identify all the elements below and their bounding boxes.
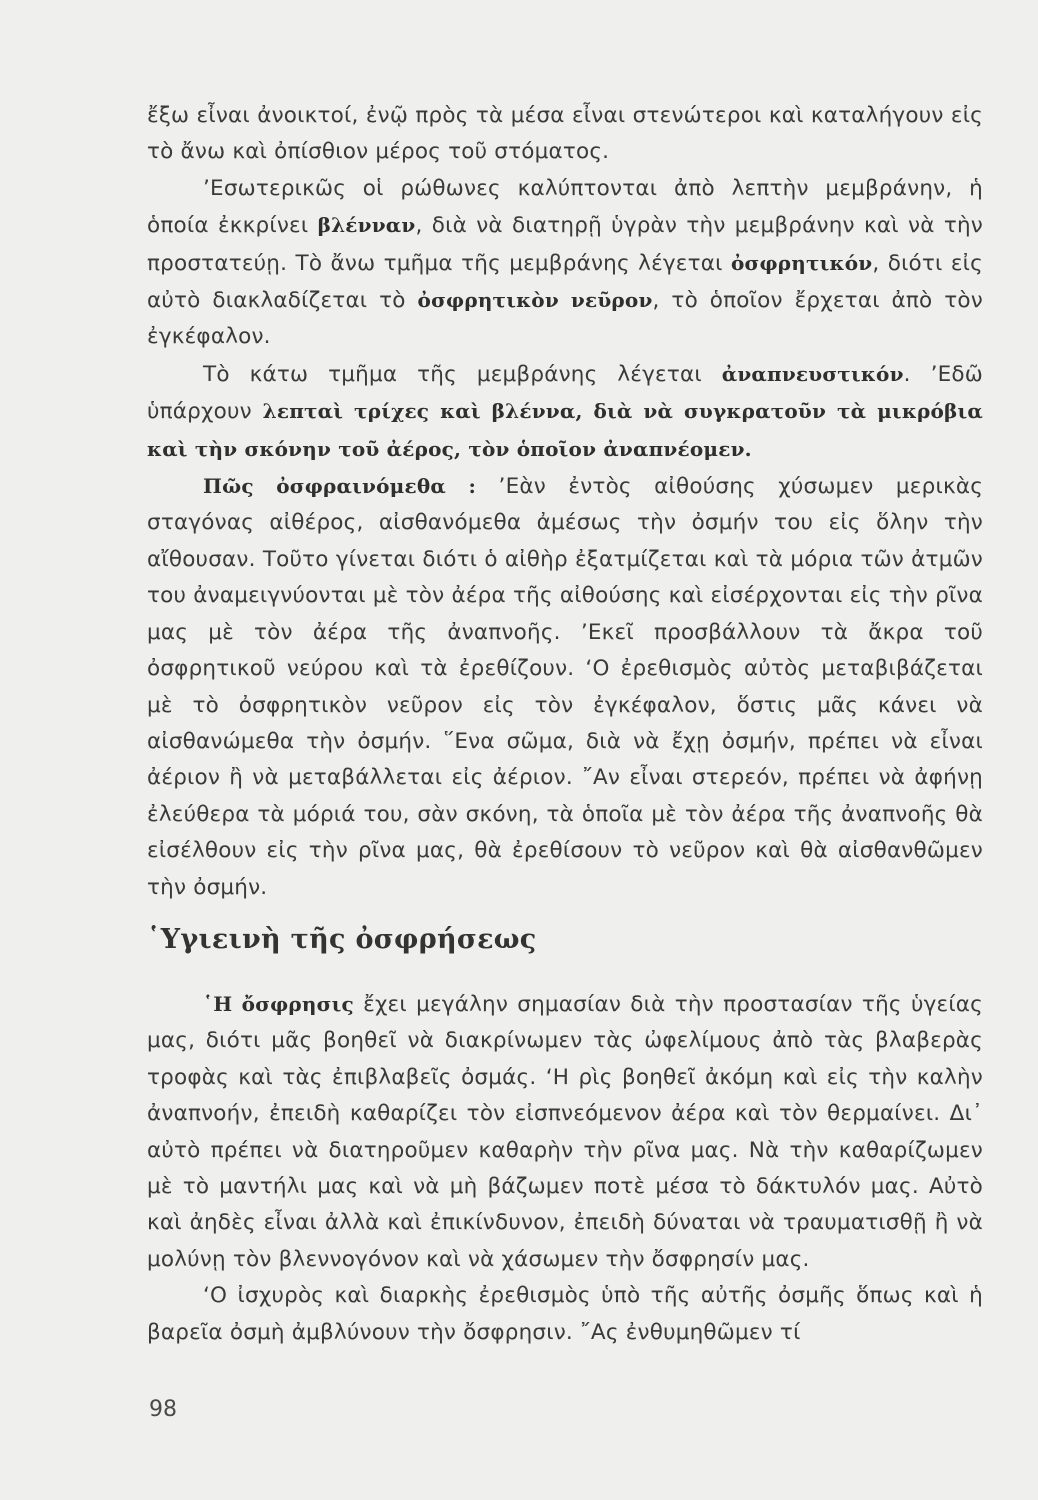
text-run: , διὰ νὰ διατηρῇ ὑγρὰν τὴν μεμβράνην καὶ νὰ τὴν προστατεύῃ. Τὸ ἄνω τμῆμα τῆς μεμβράνης λέγεται	[147, 213, 983, 276]
text-run: ‘Ο ἰσχυρὸς καὶ διαρκὴς ἐρεθισμὸς ὑπὸ τῆς αὐτῆς ὀσμῆς ὅπως καὶ ἡ βαρεῖα ὀσμὴ ἀμβλύνουν τὴν ὄσφρησιν. ῎Ας ἐνθυμηθῶμεν τί	[147, 1283, 983, 1345]
paragraph	[147, 986, 983, 1278]
text-run: , τὸ ὁποῖον ἔρχεται ἀπὸ τὸν ἐγκέφαλον.	[147, 288, 983, 350]
bold-term: ἀναπνευστικόν	[721, 361, 904, 386]
bold-term: βλένναν	[317, 213, 416, 238]
text-run: , διότι εἰς αὐτὸ διακλαδίζεται τὸ	[147, 250, 983, 314]
bold-term: ὀσφρητικὸν νεῦρον	[417, 288, 653, 313]
text-run: ἔξω εἶναι ἀνοικτοί, ἐνῷ πρὸς τὰ μέσα εἶναι στενώτεροι καὶ καταλήγουν εἰς τὸ ἄνω καὶ ὀπίσθιον μέρος τοῦ στόματος.	[147, 103, 983, 165]
text-run: Τὸ κάτω τμῆμα τῆς μεμβράνης λέγεται	[203, 361, 722, 387]
section-heading: ῾Υγιεινὴ τῆς ὀσφρήσεως	[147, 924, 537, 955]
paragraph	[147, 356, 983, 468]
text-run: ’Εσωτερικῶς οἱ ρώθωνες καλύπτονται ἀπὸ λεπτὴν μεμβράνην, ἡ ὁποία ἐκκρίνει	[147, 175, 983, 239]
bold-term: ῾Η ὄσφρησις	[203, 992, 354, 1016]
body-text-bottom	[147, 986, 983, 1351]
paragraph	[147, 468, 983, 906]
page-number: 98	[149, 1397, 177, 1422]
paragraph	[147, 171, 983, 356]
text-run: ἔχει μεγάλην σημασίαν διὰ τὴν προστασίαν τῆς ὑγείας μας, διότι μᾶς βοηθεῖ νὰ διακρίνωμεν τὰς ὠφελίμους ἀπὸ τὰς βλαβερὰς τροφὰς καὶ τὰς ἐπιβλαβεῖς ὀσμάς. ‘Η ρὶς βοηθεῖ ἀκόμη καὶ εἰς τὴν καλὴν ἀναπνοήν, ἐπειδὴ καθαρίζει τὸν εἰσπνεόμενον ἀέρα καὶ τὸν θερμαίνει. Δι᾽ αὐτὸ πρέπει νὰ διατηροῦμεν καθαρὴν τὴν ρῖνα μας. Νὰ τὴν καθαρίζωμεν μὲ τὸ μαντήλι μας καὶ νὰ μὴ βάζωμεν ποτὲ μέσα τὸ δάκτυλόν μας. Αὐτὸ καὶ ἀηδὲς εἶναι ἀλλὰ καὶ ἐπικίνδυνον, ἐπειδὴ δύναται νὰ τραυματισθῇ ἢ νὰ μολύνῃ τὸν βλεννογόνον καὶ νὰ χάσωμεν τὴν ὄσφρησίν μας.	[147, 992, 983, 1272]
bold-term: Πῶς ὀσφραινόμεθα :	[203, 474, 477, 499]
bold-term: ὀσφρητικόν	[730, 250, 873, 275]
body-text-top	[147, 98, 983, 906]
bold-term: λεπταὶ τρίχες καὶ βλέννα, διὰ νὰ συγκρατοῦν τὰ μικρόβια καὶ τὴν σκόνην τοῦ ἀέρος, τὸν ὁποῖον ἀναπνέομεν.	[147, 399, 983, 461]
paragraph	[147, 1278, 983, 1351]
paragraph	[147, 98, 983, 171]
text-run: ’Εὰν ἐντὸς αἰθούσης χύσωμεν μερικὰς σταγόνας αἰθέρος, αἰσθανόμεθα ἀμέσως τὴν ὀσμήν του εἰς ὅλην τὴν αἴθουσαν. Τοῦτο γίνεται διότι ὁ αἰθὴρ ἐξατμίζεται καὶ τὰ μόρια τῶν ἀτμῶν του ἀναμειγνύονται μὲ τὸν ἀέρα τῆς αἰθούσης καὶ εἰσέρχονται εἰς τὴν ρῖνα μας μὲ τὸν ἀέρα τῆς ἀναπνοῆς. ’Εκεῖ προσβάλλουν τὰ ἄκρα τοῦ ὀσφρητικοῦ νεύρου καὶ τὰ ἐρεθίζουν. ‘Ο ἐρεθισμὸς αὐτὸς μεταβιβάζεται μὲ τὸ ὀσφρητικὸν νεῦρον εἰς τὸν ἐγκέφαλον, ὅστις μᾶς κάνει νὰ αἰσθανώμεθα τὴν ὀσμήν. ῞Ενα σῶμα, διὰ νὰ ἔχῃ ὀσμήν, πρέπει νὰ εἶναι ἀέριον ἢ νὰ μεταβάλλεται εἰς ἀέριον. ῎Αν εἶναι στερεόν, πρέπει νὰ ἀφήνῃ ἐλεύθερα τὰ μόριά του, σὰν σκόνη, τὰ ὁποῖα μὲ τὸν ἀέρα τῆς ἀναπνοῆς θὰ εἰσέλθουν εἰς τὴν ρῖνα μας, θὰ ἐρεθίσουν τὸ νεῦρον καὶ θὰ αἰσθανθῶμεν τὴν ὀσμήν.	[147, 474, 984, 900]
text-run: . ’Εδῶ ὑπάρχουν	[147, 361, 983, 425]
